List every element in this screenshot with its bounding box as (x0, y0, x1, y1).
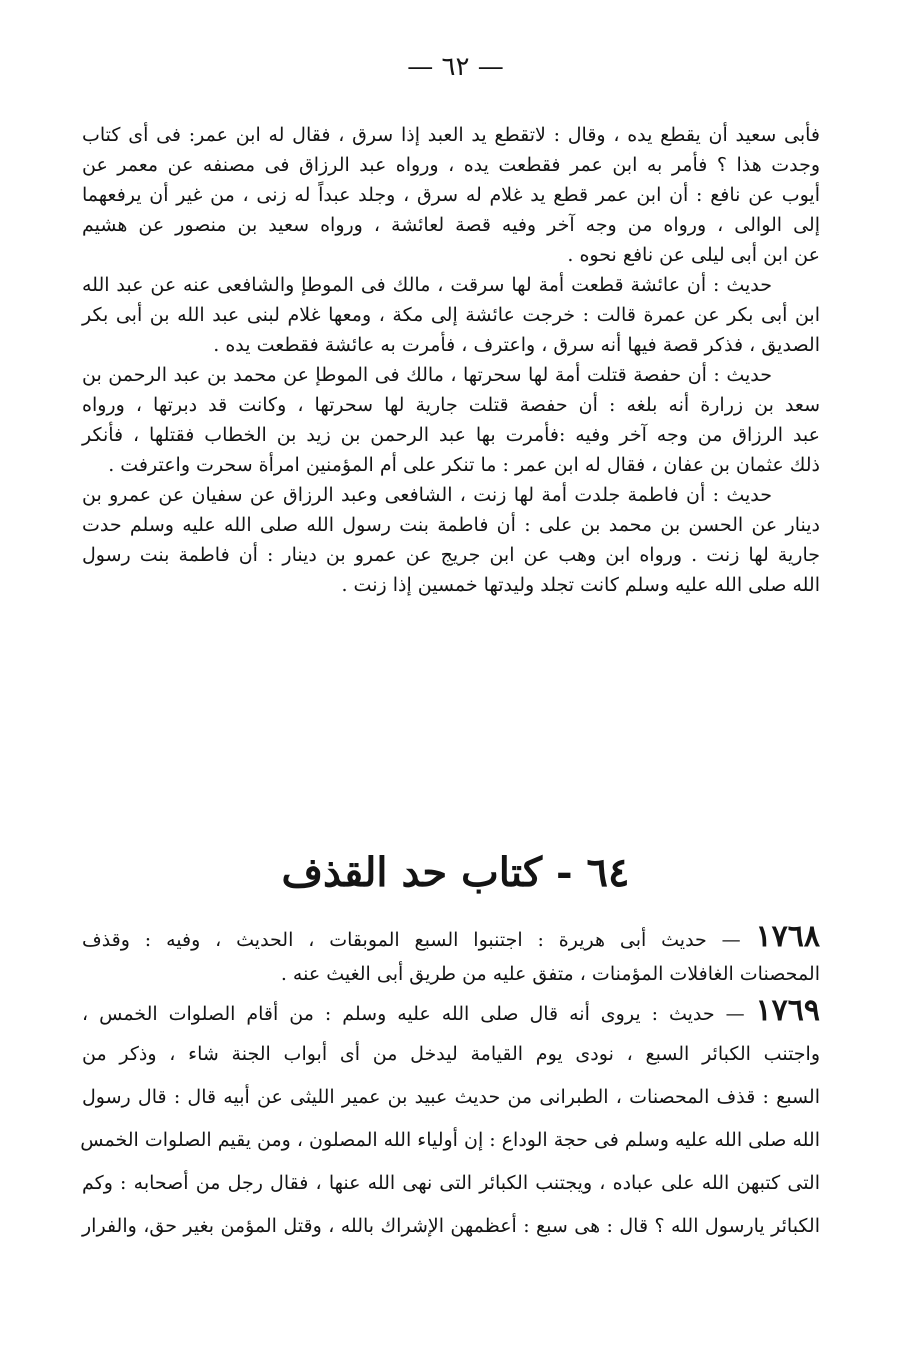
hadith-first-line: — حديث : يروى أنه قال صلى الله عليه وسلم : من أقام الصلوات الخمس ، (82, 1003, 745, 1025)
text-line (82, 915, 820, 959)
text-line: جارية لها زنت . ورواه ابن وهب عن ابن جريج عن عمرو بن دينار : أن فاطمة بنت رسول (82, 544, 820, 566)
text-line (82, 989, 820, 1033)
text-line: حديث : أن عائشة قطعت أمة لها سرقت ، مالك فى الموطإ والشافعى عنه عن عبد الله (82, 274, 772, 296)
text-line: ذلك عثمان بن عفان ، فقال له ابن عمر : ما تنكر على أم المؤمنين امرأة سحرت واعترفت . (108, 454, 820, 476)
text-line: حديث : أن حفصة قتلت أمة لها سحرتها ، مالك فى الموطإ عن محمد بن عبد الرحمن بن (82, 364, 772, 386)
text-line: الله صلى الله عليه وسلم كانت تجلد وليدتها خمسين إذا زنت . (341, 574, 820, 596)
main-text-bottom (82, 915, 820, 1248)
text-line: الصديق ، فذكر قصة فيها أنه سرق ، واعترف ، فأمرت به عائشة فقطعت يده . (213, 334, 820, 356)
paragraph (82, 360, 820, 480)
text-line: التى كتبهن الله على عباده ، ويجتنب الكبائر التى نهى الله عنها ، فقال رجل من أصحابه : وكم (82, 1172, 820, 1194)
main-text-top (82, 120, 820, 600)
paragraph (82, 480, 820, 600)
text-line: إلى الوالى ، ورواه من وجه آخر وفيه قصة لعائشة ، ورواه سعيد بن منصور عن هشيم (82, 214, 820, 236)
text-line: ابن أبى بكر عن عمرة قالت : خرجت عائشة إلى مكة ، ومعها غلام لبنى عبد الله بن أبى بكر (82, 304, 820, 326)
text-line: دينار عن الحسن بن محمد بن على : أن فاطمة بنت رسول الله صلى الله عليه وسلم حدت (82, 514, 820, 536)
paragraph (82, 270, 820, 360)
chapter-title: ٦٤ - كتاب حد القذف (281, 849, 630, 896)
text-line: الله صلى الله عليه وسلم فى حجة الوداع : إن أولياء الله المصلون ، ومن يقيم الصلوات الخمس (80, 1129, 820, 1151)
text-line: سعد بن زرارة أنه بلغه : أن حفصة قتلت جارية لها سحرتها ، وكانت قد دبرتها ، ورواه (82, 394, 820, 416)
page-number: — ٦٢ — (407, 52, 504, 82)
text-line: فأبى سعيد أن يقطع يده ، وقال : لاتقطع يد العبد إذا سرق ، فقال له ابن عمر: فى أى كتاب (82, 124, 820, 146)
text-line: أيوب عن نافع : أن ابن عمر قطع يد غلام له سرق ، وجلد عبداً له زنى ، من غير أن يرفعهما (82, 184, 820, 206)
hadith-number: ١٧٦٩ (755, 993, 820, 1028)
text-line: المحصنات الغافلات المؤمنات ، متفق عليه من طريق أبى الغيث عنه . (280, 963, 820, 985)
text-line: عن ابن أبى ليلى عن نافع نحوه . (567, 244, 820, 266)
hadith-number: ١٧٦٨ (755, 919, 820, 954)
hadith-entry (82, 915, 820, 989)
text-line: السبع : قذف المحصنات ، الطبرانى من حديث عبيد بن عمير الليثى عن أبيه قال : قال رسول (82, 1086, 820, 1108)
text-line: الكبائر يارسول الله ؟ قال : هى سبع : أعظمهن الإشراك بالله ، وقتل المؤمن بغير حق، والفرار (82, 1215, 820, 1237)
text-line: واجتنب الكبائر السبع ، نودى يوم القيامة ليدخل من أى أبواب الجنة شاء ، وذكر من (82, 1043, 820, 1065)
hadith-entry (82, 989, 820, 1248)
text-line: وجدت هذا ؟ فأمر به ابن عمر فقطعت يده ، ورواه عبد الرزاق فى مصنفه عن معمر عن (82, 154, 820, 176)
hadith-first-line: — حديث أبى هريرة : اجتنبوا السبع الموبقات ، الحديث ، وفيه : وقذف (82, 929, 741, 951)
paragraph (82, 120, 820, 270)
text-line: عبد الرزاق من وجه آخر وفيه :فأمرت بها عبد الرحمن بن زيد بن الخطاب فقتلها ، فأنكر (82, 424, 820, 446)
text-line: حديث : أن فاطمة جلدت أمة لها زنت ، الشافعى وعبد الرزاق عن سفيان عن عمرو بن (82, 484, 772, 506)
